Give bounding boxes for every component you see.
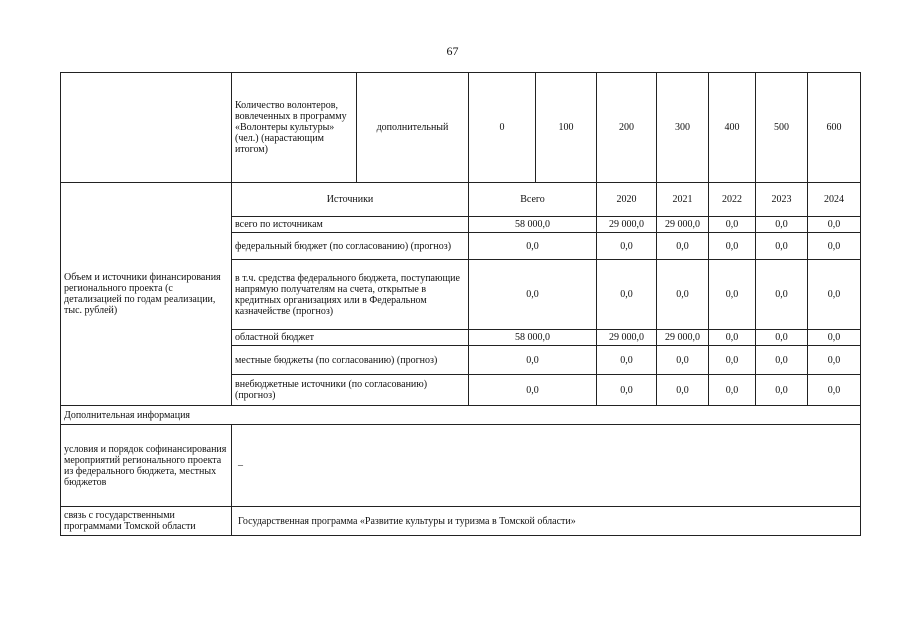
indicator-value-2024: 500 <box>756 73 808 183</box>
finance-label: Объем и источники финансирования регионального проекта (с детализацией по годам реализации, тыс. рублей) <box>61 183 232 406</box>
indicator-value-2023: 400 <box>709 73 756 183</box>
finance-header-total: Всего <box>469 183 597 217</box>
finance-row-value: 0,0 <box>657 233 709 260</box>
finance-row-value: 0,0 <box>709 330 756 346</box>
finance-row-value: 0,0 <box>808 217 861 233</box>
finance-row-value: 0,0 <box>756 330 808 346</box>
finance-header-row <box>61 183 861 217</box>
finance-row-value: 0,0 <box>756 375 808 406</box>
indicator-empty-cell <box>61 73 232 183</box>
finance-row-value: 0,0 <box>808 260 861 330</box>
finance-row-total: 58 000,0 <box>469 217 597 233</box>
indicator-type: дополнительный <box>357 73 469 183</box>
finance-row-total: 0,0 <box>469 260 597 330</box>
finance-row-value: 0,0 <box>709 260 756 330</box>
finance-row-value: 0,0 <box>657 375 709 406</box>
finance-header-year: 2020 <box>597 183 657 217</box>
finance-row-total: 0,0 <box>469 375 597 406</box>
finance-row-value: 0,0 <box>657 260 709 330</box>
finance-row-name: федеральный бюджет (по согласованию) (прогноз) <box>232 233 469 260</box>
indicator-value-2022: 300 <box>657 73 709 183</box>
indicator-name: Количество волонтеров, вовлеченных в программу «Волонтеры культуры» (чел.) (нарастающим итогом) <box>232 73 357 183</box>
finance-row-value: 0,0 <box>808 375 861 406</box>
finance-row-name: в т.ч. средства федерального бюджета, поступающие напрямую получателям на счета, открытые в кредитных организациях или в Федеральном казначействе (прогноз) <box>232 260 469 330</box>
finance-row-value: 0,0 <box>597 346 657 375</box>
finance-row-value: 0,0 <box>597 260 657 330</box>
finance-header-year: 2022 <box>709 183 756 217</box>
additional-info-header-row <box>61 406 861 425</box>
finance-row-value: 0,0 <box>597 233 657 260</box>
finance-row-name: внебюджетные источники (по согласованию) (прогноз) <box>232 375 469 406</box>
cofinancing-value: – <box>232 425 861 507</box>
finance-row-value: 0,0 <box>597 375 657 406</box>
page-number: 67 <box>446 44 459 58</box>
indicator-value-2025: 600 <box>808 73 861 183</box>
finance-row-value: 0,0 <box>808 346 861 375</box>
finance-row-name: областной бюджет <box>232 330 469 346</box>
finance-row-value: 29 000,0 <box>597 217 657 233</box>
project-passport-table <box>60 72 861 536</box>
finance-row-name: всего по источникам <box>232 217 469 233</box>
finance-row-total: 58 000,0 <box>469 330 597 346</box>
indicator-value-2020: 100 <box>536 73 597 183</box>
finance-row-value: 0,0 <box>808 330 861 346</box>
finance-header-year: 2021 <box>657 183 709 217</box>
finance-row-value: 29 000,0 <box>657 217 709 233</box>
finance-header-sources: Источники <box>232 183 469 217</box>
finance-row-total: 0,0 <box>469 346 597 375</box>
finance-row-name: местные бюджеты (по согласованию) (прогноз) <box>232 346 469 375</box>
finance-row-value: 0,0 <box>709 375 756 406</box>
finance-row-value: 29 000,0 <box>657 330 709 346</box>
programs-row <box>61 507 861 536</box>
finance-row-value: 0,0 <box>709 233 756 260</box>
cofinancing-label: условия и порядок софинансирования мероприятий регионального проекта из федерального бюджета, местных бюджетов <box>61 425 232 507</box>
finance-row-total: 0,0 <box>469 233 597 260</box>
indicator-base: 0 <box>469 73 536 183</box>
programs-value: Государственная программа «Развитие культуры и туризма в Томской области» <box>232 507 861 536</box>
finance-row-value: 0,0 <box>756 346 808 375</box>
cofinancing-row <box>61 425 861 507</box>
finance-header-year: 2024 <box>808 183 861 217</box>
finance-row-value: 29 000,0 <box>597 330 657 346</box>
finance-row-value: 0,0 <box>756 233 808 260</box>
finance-row-value: 0,0 <box>808 233 861 260</box>
finance-header-year: 2023 <box>756 183 808 217</box>
indicator-row <box>61 73 861 183</box>
finance-row-value: 0,0 <box>709 346 756 375</box>
indicator-value-2021: 200 <box>597 73 657 183</box>
finance-row-value: 0,0 <box>657 346 709 375</box>
finance-row-value: 0,0 <box>756 260 808 330</box>
finance-row-value: 0,0 <box>756 217 808 233</box>
additional-info-title: Дополнительная информация <box>61 406 861 425</box>
finance-row-value: 0,0 <box>709 217 756 233</box>
programs-label: связь с государственными программами Томской области <box>61 507 232 536</box>
